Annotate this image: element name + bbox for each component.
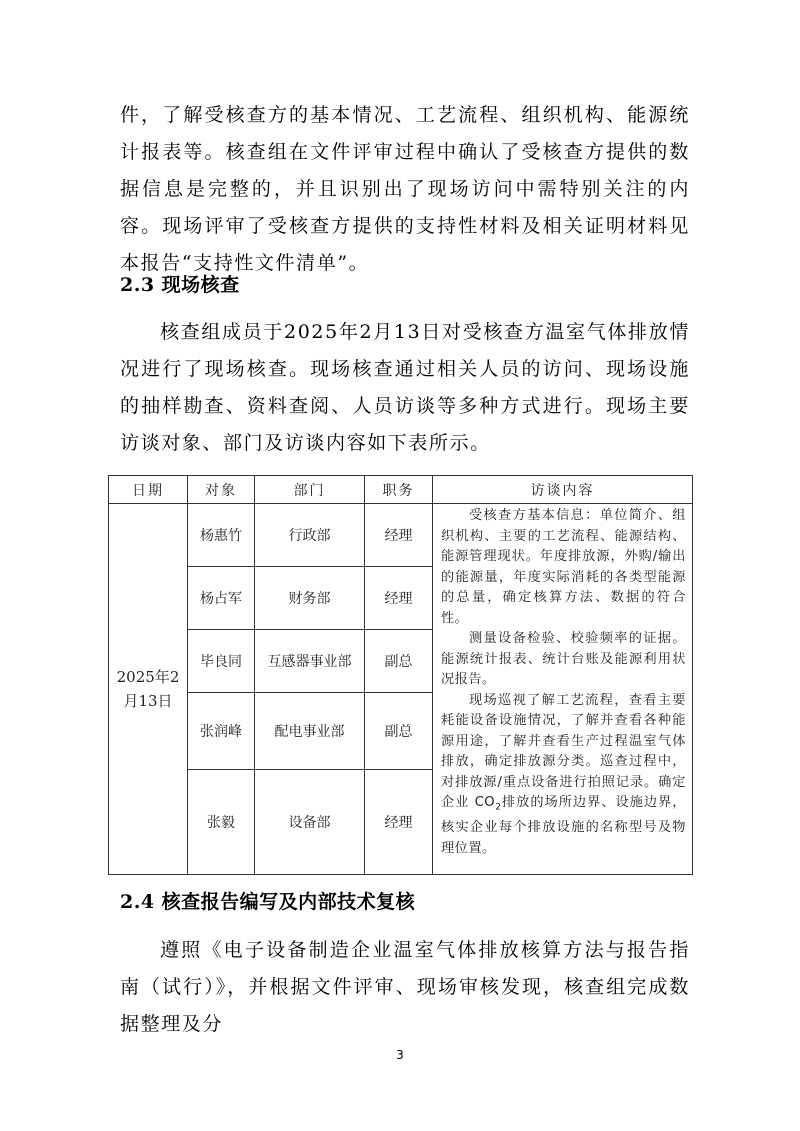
interview-table xyxy=(108,475,693,875)
co2-subscript: 2 xyxy=(495,802,502,813)
table-header-row xyxy=(109,476,693,504)
position-cell: 副总 xyxy=(365,693,433,770)
department-cell: 行政部 xyxy=(255,504,365,567)
content-paragraph-3-part-b: 排放的场所边界、设施边界，核实企业每个排放设施的名称型号及物理位置。 xyxy=(441,795,686,856)
content-paragraph-3-part-a: 现场巡视了解工艺流程，查看主要耗能设备设施情况，了解并查看各种能源用途，了解并查看生产过程温室气体排放，确定排放源分类。巡查过程中，对排放源/重点设备进行拍照记录。确定企业 CO xyxy=(441,692,686,810)
position-cell: 经理 xyxy=(365,770,433,875)
person-cell: 杨惠竹 xyxy=(188,504,255,567)
content-paragraph-2: 测量设备检验、校验频率的证据。能源统计报表、统计台账及能源利用状况报告。 xyxy=(441,631,686,687)
header-position: 职务 xyxy=(365,476,433,504)
section-heading-2-3: 2.3 现场核查 xyxy=(120,274,240,296)
content-paragraph-3 xyxy=(441,691,686,860)
interview-date-cell: 2025年2月13日 xyxy=(109,504,188,875)
site-check-paragraph: 核查组成员于2025年2月13日对受核查方温室气体排放情况进行了现场核查。现场核查通过相关人员的访问、现场设施的抽样勘查、资料查阅、人员访谈等多种方式进行。现场主要访谈对象、部门及访谈内容如下表所示。 xyxy=(120,321,690,454)
page-number: 3 xyxy=(396,1048,404,1062)
department-cell: 配电事业部 xyxy=(255,693,365,770)
position-cell: 经理 xyxy=(365,567,433,630)
content-paragraph-1: 受核查方基本信息：单位简介、组织机构、主要的工艺流程、能源结构、能源管理现状。年度排放源，外购/输出的能源量，年度实际消耗的各类型能源的总量，确定核算方法、数据的符合性。 xyxy=(441,508,686,626)
department-cell: 设备部 xyxy=(255,770,365,875)
header-department: 部门 xyxy=(255,476,365,504)
position-cell: 经理 xyxy=(365,504,433,567)
person-cell: 张润峰 xyxy=(188,693,255,770)
interview-content-cell xyxy=(433,504,693,875)
table-row xyxy=(109,504,693,567)
position-cell: 副总 xyxy=(365,630,433,693)
person-cell: 毕良同 xyxy=(188,630,255,693)
person-cell: 张毅 xyxy=(188,770,255,875)
header-date: 日期 xyxy=(109,476,188,504)
header-person: 对象 xyxy=(188,476,255,504)
report-writing-paragraph: 遵照《电子设备制造企业温室气体排放核算方法与报告指南（试行）》，并根据文件评审、现场审核发现，核查组完成数据整理及分 xyxy=(120,939,690,1035)
department-cell: 财务部 xyxy=(255,567,365,630)
department-cell: 互感器事业部 xyxy=(255,630,365,693)
person-cell: 杨占军 xyxy=(188,567,255,630)
intro-paragraph: 件，了解受核查方的基本情况、工艺流程、组织机构、能源统计报表等。核查组在文件评审过程中确认了受核查方提供的数据信息是完整的，并且识别出了现场访问中需特别关注的内容。现场评审了受核查方提供的支持性材料及相关证明材料见本报告“支持性文件清单”。 xyxy=(120,104,690,274)
section-heading-2-4: 2.4 核查报告编写及内部技术复核 xyxy=(120,891,416,913)
header-content: 访谈内容 xyxy=(433,476,693,504)
